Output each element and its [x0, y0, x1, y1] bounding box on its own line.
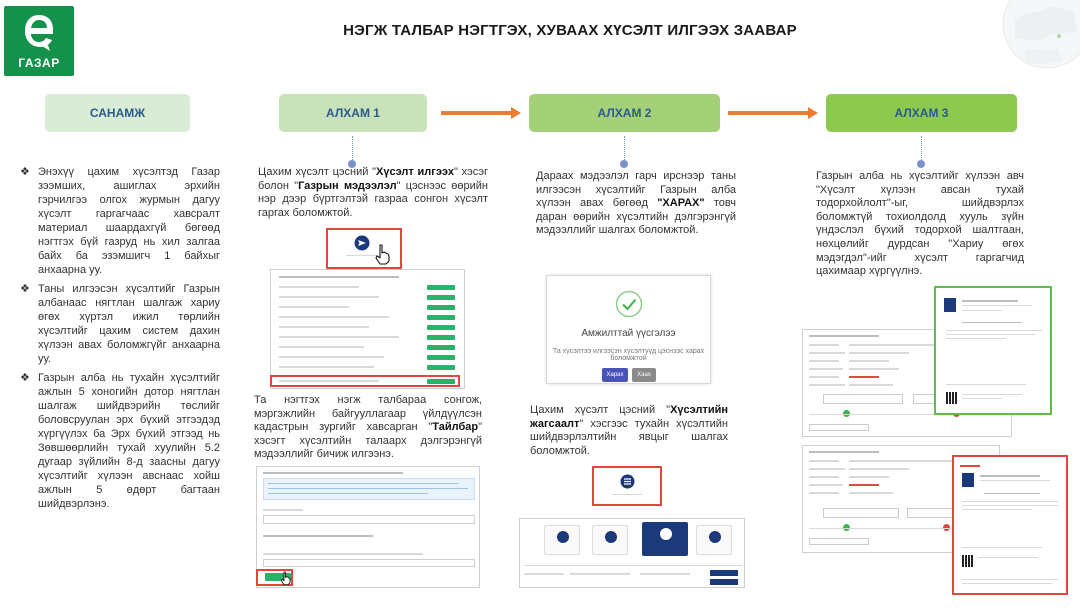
diamond-bullet-icon: ❖ — [20, 166, 30, 178]
success-title: Амжилттай үүсгэлээ — [581, 328, 676, 339]
notes-list — [18, 165, 220, 516]
request-list-highlight-frame — [592, 466, 662, 506]
step2-connector-dot — [620, 160, 628, 168]
logo-text: ГАЗАР — [18, 56, 60, 70]
send-request-highlight-frame — [326, 228, 402, 269]
step-2-header-box: АЛХАМ 2 — [529, 94, 720, 132]
e-logo-icon — [22, 12, 56, 52]
confirmation-letter-document — [934, 286, 1052, 415]
arrow-step1-to-step2 — [441, 107, 521, 119]
note-header-box: САНАМЖ — [45, 94, 190, 132]
close-button[interactable]: Хаах — [632, 368, 656, 382]
arrow-step2-to-step3 — [728, 107, 818, 119]
land-info-list-screenshot — [270, 269, 465, 389]
note-item — [18, 282, 220, 366]
dashboard-tile — [592, 525, 628, 555]
diamond-bullet-icon: ❖ — [20, 372, 30, 384]
note-item — [18, 371, 220, 511]
gazar-logo — [4, 6, 74, 76]
step2-paragraph-2: Цахим хүсэлт цэсний "Хүсэлтийн жагсаалт" хэсгээс тухайн хүсэлтийн шийдвэрлэлтийн явцыг шалгах боломжтой. — [530, 404, 728, 457]
note-text: Таны илгээсэн хүсэлтийг Газрын албанаас нягтлан шалгаж хариу өгөх хүртэл ижил төрлийн хүсэлтийг цахим систем дахин хүлээн авах боломжгүйг анхаарна уу. — [38, 283, 220, 365]
step2-paragraph-1: Дараах мэдээлэл гарч ирснээр таны илгээсэн хүсэлтийг Газрын алба хүлээн авах бөгөөд "ХАРАХ" товч даран өөрийн хүсэлтийн дэлгэрэнгүй мэдээллийг шалгах боломжтой. — [536, 170, 737, 237]
globe-map-icon — [985, 0, 1080, 75]
view-button[interactable]: Харах — [602, 368, 628, 382]
step-3-header-box: АЛХАМ 3 — [826, 94, 1017, 132]
step1-paragraph-2: Та нэгтгэх нэгж талбараа сонгож, мэргэжлийн байгууллагаар үйлдүүлсэн кадастрын зургийг хавсарган "Тайлбар" хэсэгт хүсэлтийн талаарх дэлгэрэнгүй мэдээллийг бичиж илгээнэ. — [254, 394, 482, 461]
step3-connector-dot — [917, 160, 925, 168]
dashboard-tiles-screenshot — [519, 518, 745, 588]
dashboard-tile — [544, 525, 580, 555]
step-1-header-box: АЛХАМ 1 — [279, 94, 427, 132]
note-text: Газрын алба нь тухайн хүсэлтийг ажлын 5 хоногийн дотор нягтлан шалгаж шийдвэрийн төслийг боловсруулан эрх бүхий этгээдэд хүргүүлэх ба Эрх бүхий этгээд нь Зөвшөөрлийн тухай хуулийн 5.2 дугаар зүйлийн 8-д заасны дагуу хүсэлтийг хүлээн авснаас хойш ажлын 5 өдөрт багтаан шийдвэрлэнэ. — [38, 372, 220, 510]
diamond-bullet-icon: ❖ — [20, 283, 30, 295]
page-title: НЭГЖ ТАЛБАР НЭГТГЭХ, ХУВААХ ХҮСЭЛТ ИЛГЭЭХ ЗААВАР — [343, 22, 797, 39]
dashboard-tile — [696, 525, 732, 555]
land-row-highlight-frame — [270, 375, 460, 387]
success-dialog-screenshot — [546, 275, 711, 384]
hand-cursor-icon — [280, 570, 292, 586]
dashboard-tile-active — [642, 522, 688, 556]
success-subtitle: Та хүсэлтээ илгээсэн хүсэлтүүд цэснээс харах боломжтой — [552, 348, 705, 362]
note-item — [18, 165, 220, 277]
check-circle-icon — [615, 290, 643, 318]
reply-notice-document — [952, 455, 1068, 595]
note-text: Энэхүү цахим хүсэлтэд Газар зээмших, ашиглах эрхийн гэрчилгээ олгох журмын дагуу хүсэлт гаргагчаас хавсралт материал шаардахгүй бөгөөд нэгтгэх бүй газруд нь хил залгаа байх ба эзэмшигч 1 байхыг анхаарна уу. — [38, 166, 220, 276]
step1-paragraph-1: Цахим хүсэлт цэсний "Хүсэлт илгээх" хэсэг болон "Газрын мэдээлэл" цэснээс өөрийн нэр дээр бүртгэлтэй газраа сонгон хүсэлт гаргах боломжтой. — [258, 166, 489, 219]
step3-paragraph: Газрын алба нь хүсэлтийг хүлээн авч "Хүсэлт хүлээн авсан тухай тодорхойлолт"-ыг, шийдвэрлэх боломжтүй тохиолдолд хууль зүйн үндэслэл бүхий тодорхой шалтгаан, нөхцөлийг дурдсан "Хариу өгөх мэдэгдэл"-ийг хүсэлт гаргагчид цахимаар хүргүүлнэ. — [816, 170, 1024, 278]
